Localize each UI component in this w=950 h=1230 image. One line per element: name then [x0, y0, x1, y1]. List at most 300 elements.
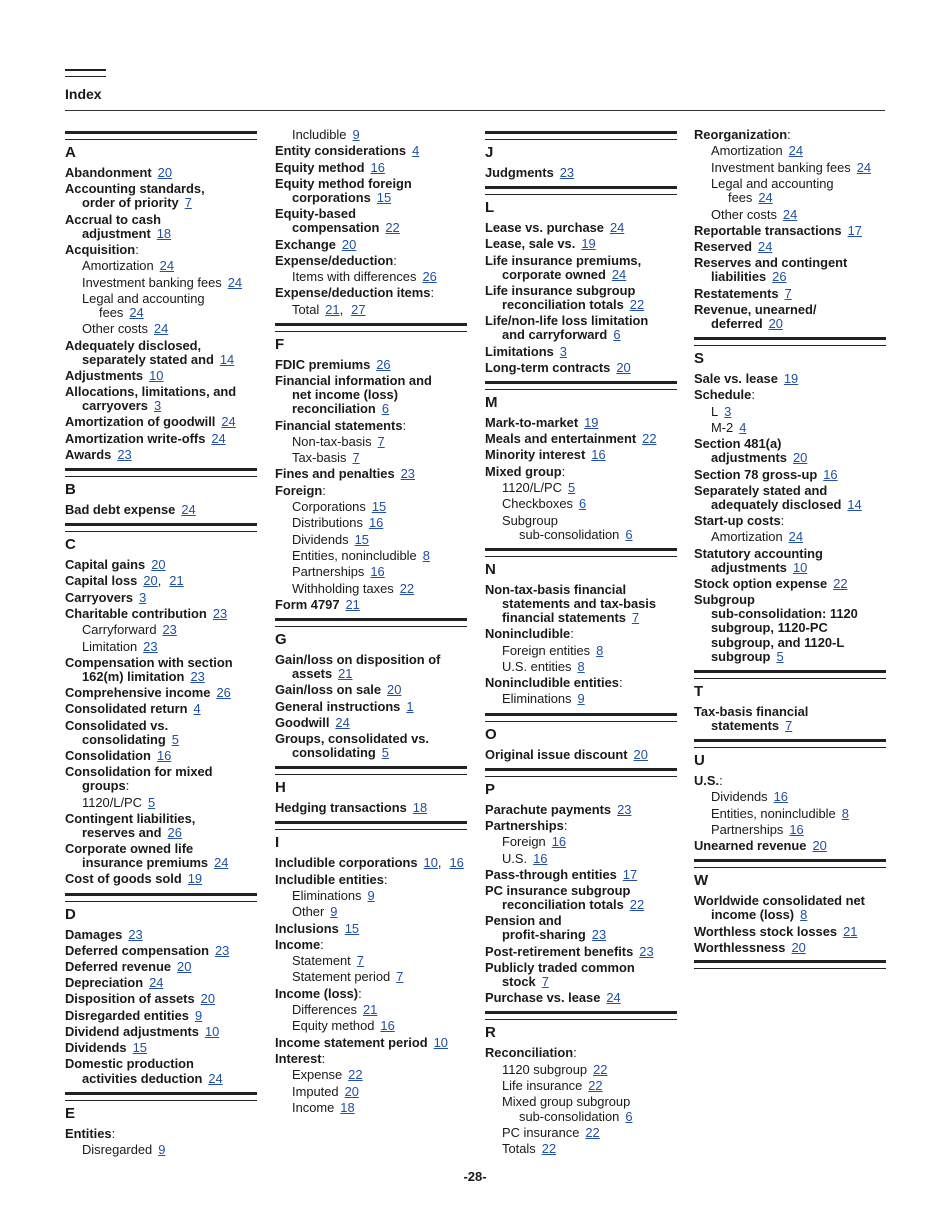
page-link[interactable]: 16: [773, 789, 788, 805]
page-link[interactable]: 17: [847, 222, 862, 238]
page-link[interactable]: 23: [400, 466, 415, 482]
entry-colon: :: [393, 252, 397, 268]
entry-term: Statement period: [292, 969, 391, 985]
index-entry: [65, 385, 257, 413]
page-link[interactable]: 24: [788, 529, 803, 545]
entry-term: Expense/deduction: [275, 252, 394, 268]
index-entry: [485, 627, 677, 641]
page-link[interactable]: 23: [190, 668, 205, 684]
entry-term: Domestic production: [65, 1056, 194, 1072]
page-link[interactable]: 22: [629, 897, 645, 913]
page-link[interactable]: 23: [559, 165, 575, 180]
entry-term: reconciliation totals: [502, 897, 624, 913]
entry-term: reconciliation totals: [502, 296, 624, 312]
page-link[interactable]: 6: [381, 401, 389, 417]
index-entry: [485, 583, 677, 625]
index-subentry: [275, 970, 467, 984]
page-link[interactable]: 16: [533, 850, 548, 866]
index-entry: [694, 941, 886, 955]
page-link[interactable]: 8: [596, 642, 604, 658]
index-section-i: [275, 821, 467, 1115]
page-link[interactable]: 7: [356, 953, 364, 969]
index-section-u: [694, 739, 886, 853]
index-entry: [485, 676, 677, 690]
page-link[interactable]: 16: [449, 855, 464, 871]
entry-term: Pass-through entities: [485, 866, 617, 882]
page-link[interactable]: 5: [567, 479, 576, 495]
entry-term: Statement: [292, 953, 351, 969]
entry-term: FDIC premiums: [275, 356, 371, 372]
page-link[interactable]: 7: [352, 450, 360, 466]
page-link[interactable]: 24: [221, 414, 236, 430]
page-link[interactable]: 24: [758, 239, 773, 255]
index-subentry: [694, 144, 886, 158]
index-entry: [485, 961, 677, 989]
page-link[interactable]: 20: [768, 315, 783, 331]
entry-term: assets: [292, 666, 333, 682]
entry-term: Non-tax-basis financial: [485, 581, 627, 597]
entry-colon: :: [563, 817, 568, 833]
page-link[interactable]: 16: [789, 821, 804, 837]
index-subentry: [275, 582, 467, 596]
page-link[interactable]: 21: [345, 596, 360, 612]
page-link[interactable]: 8: [800, 907, 808, 923]
page-link[interactable]: 24: [606, 990, 621, 1006]
page-link[interactable]: 9: [352, 127, 360, 143]
entry-term: Corporate owned life: [65, 841, 194, 857]
page-link[interactable]: 15: [376, 190, 392, 206]
page-link[interactable]: 22: [385, 220, 400, 236]
page-link[interactable]: 10: [423, 855, 438, 871]
entry-term: adjustments: [711, 559, 787, 575]
index-entry: [275, 987, 467, 1001]
entry-term: Charitable contribution: [65, 605, 207, 621]
index-entry: [275, 238, 467, 252]
page-link[interactable]: 15: [344, 920, 360, 936]
entry-colon: :: [751, 387, 755, 403]
page-link[interactable]: 22: [833, 576, 848, 592]
entry-term: Disregarded entities: [65, 1007, 189, 1023]
index-subentry: [65, 259, 257, 273]
index-entry: [65, 607, 257, 621]
index-section-p: [485, 768, 677, 1006]
page-link[interactable]: 9: [330, 904, 338, 920]
page-link[interactable]: 10: [433, 1034, 448, 1050]
page-link[interactable]: 24: [782, 206, 798, 222]
page-link[interactable]: 16: [368, 515, 384, 531]
entry-term: Investment banking fees: [82, 274, 222, 290]
entry-term: Mixed group: [485, 463, 562, 479]
entry-term: Sale vs. lease: [694, 371, 778, 387]
page-link[interactable]: 14: [219, 351, 235, 367]
entry-term: Start-up costs: [694, 513, 781, 529]
page-link[interactable]: 15: [354, 531, 369, 547]
page-link[interactable]: 23: [212, 605, 228, 621]
entry-term: Amortization: [711, 529, 783, 545]
page-link[interactable]: 16: [551, 834, 567, 850]
page-link[interactable]: 26: [772, 269, 787, 285]
entry-term: Reconciliation: [485, 1045, 574, 1061]
section-rule: [485, 713, 677, 722]
page-link[interactable]: 20: [200, 991, 215, 1007]
index-entry: [65, 872, 257, 886]
page-link[interactable]: 9: [367, 887, 375, 903]
index-subentry: [485, 1079, 677, 1093]
page-link[interactable]: 18: [340, 1099, 355, 1115]
page-link[interactable]: 27: [351, 301, 366, 317]
page-link[interactable]: 23: [117, 446, 132, 462]
index-subentry: [275, 1085, 467, 1099]
entry-term: PC insurance subgroup: [485, 883, 631, 899]
index-subentry: [275, 1068, 467, 1082]
page-link[interactable]: 7: [377, 433, 385, 449]
entry-term: and carryforward: [502, 327, 608, 343]
entry-term: Fines and penalties: [275, 466, 395, 482]
page-link[interactable]: 7: [541, 974, 549, 990]
entry-term: U.S.: [502, 850, 528, 866]
page-link[interactable]: 20: [616, 359, 631, 375]
entry-term: Awards: [65, 446, 112, 462]
page-link[interactable]: 24: [153, 321, 169, 337]
index-entry: [694, 256, 886, 284]
page-link[interactable]: 21: [338, 666, 353, 682]
page-link[interactable]: 5: [381, 745, 389, 761]
index-subentry: [275, 533, 467, 547]
entry-term: separately stated and: [82, 351, 214, 367]
page-link[interactable]: 16: [370, 159, 385, 175]
entry-term: Lease vs. purchase: [485, 220, 604, 236]
entry-term: statements and tax-basis: [502, 595, 657, 611]
page-link[interactable]: 21: [325, 301, 340, 317]
page-link[interactable]: 23: [162, 622, 177, 638]
page-link[interactable]: 24: [181, 502, 196, 518]
page-link[interactable]: 24: [149, 975, 164, 991]
section-letter: L: [485, 199, 495, 217]
page-link[interactable]: 20: [344, 1083, 359, 1099]
entry-term: Gain/loss on sale: [275, 682, 382, 698]
entry-term: financial statements: [502, 609, 626, 625]
index-entry: [275, 254, 467, 268]
entry-term: Life insurance: [502, 1078, 583, 1094]
entry-term: Dividends: [292, 531, 349, 547]
page-link[interactable]: 8: [422, 548, 430, 564]
page-link[interactable]: 20: [812, 838, 827, 854]
page-link[interactable]: 24: [208, 1070, 223, 1086]
section-letter: B: [65, 481, 76, 499]
page-link[interactable]: 17: [622, 866, 638, 882]
entry-term: Gain/loss on disposition of: [275, 652, 441, 668]
page-link[interactable]: 14: [847, 496, 862, 512]
index-entry: [694, 925, 886, 939]
entry-term: Groups, consolidated vs.: [275, 731, 430, 747]
entry-term: Stock option expense: [694, 576, 828, 592]
page-link[interactable]: 24: [211, 430, 226, 446]
page-link[interactable]: 24: [214, 855, 229, 871]
page-link[interactable]: 26: [376, 356, 391, 372]
index-entry: [694, 287, 886, 301]
page-link[interactable]: 20: [157, 165, 172, 180]
index-entry: [275, 1036, 467, 1050]
page-link[interactable]: 10: [792, 559, 808, 575]
page-link[interactable]: 16: [156, 747, 172, 763]
page-link[interactable]: 24: [335, 714, 350, 730]
index-subentry: [65, 276, 257, 290]
page-link[interactable]: 24: [611, 266, 627, 282]
entry-term: Other costs: [711, 206, 777, 222]
index-subentry: [275, 549, 467, 563]
page-link[interactable]: 16: [370, 564, 385, 580]
index-entry: [65, 339, 257, 367]
page-link[interactable]: 6: [613, 327, 621, 343]
entry-term: Includible corporations: [275, 855, 418, 871]
index-entry: [694, 224, 886, 238]
entry-term: Meals and entertainment: [485, 431, 637, 447]
entry-term: 162(m) limitation: [82, 668, 185, 684]
page-link[interactable]: 20: [387, 682, 402, 698]
index-section-o: [485, 713, 677, 762]
index-entry: [65, 944, 257, 958]
page-link[interactable]: 8: [841, 805, 849, 821]
entry-term: profit-sharing: [502, 927, 586, 943]
index-entry: [485, 345, 677, 359]
page-link[interactable]: 23: [143, 638, 158, 654]
index-entry: [275, 598, 467, 612]
page-link[interactable]: 26: [216, 685, 231, 701]
page-link[interactable]: 7: [785, 717, 793, 733]
header-divider: [65, 110, 885, 111]
index-subentry: [485, 852, 677, 866]
entry-term: Nonincludible: [485, 626, 571, 642]
entry-term: U.S. entities: [502, 658, 572, 674]
index-subentry: [485, 514, 677, 542]
entry-term: Other: [292, 904, 325, 920]
page-link[interactable]: 23: [617, 801, 632, 817]
page-link[interactable]: 4: [739, 419, 747, 435]
entry-term: Differences: [292, 1002, 357, 1018]
entry-term: carryovers: [82, 398, 148, 414]
entry-term: U.S.: [694, 772, 720, 788]
page-link[interactable]: 9: [158, 1141, 166, 1157]
page-link[interactable]: 22: [629, 296, 645, 312]
index-entry: [485, 432, 677, 446]
page-link[interactable]: 24: [609, 220, 625, 236]
entry-term: Foreign entities: [502, 642, 591, 658]
page-link[interactable]: 5: [147, 794, 156, 810]
page-link[interactable]: 22: [541, 1141, 557, 1157]
entry-term: Foreign: [502, 834, 546, 850]
index-entry: [694, 577, 886, 591]
index-subentry: [485, 1063, 677, 1077]
page-link[interactable]: 4: [193, 701, 201, 717]
index-subentry: [694, 421, 886, 435]
entry-term: Eliminations: [292, 887, 362, 903]
page-link[interactable]: 21: [362, 1002, 378, 1018]
index-subentry: [275, 954, 467, 968]
index-entry: [275, 922, 467, 936]
page-link[interactable]: 9: [577, 691, 585, 707]
entry-term: Distributions: [292, 515, 363, 531]
index-subentry: [485, 1095, 677, 1123]
section-rule: [275, 618, 467, 627]
index-entry: [694, 774, 886, 788]
entry-term: Inclusions: [275, 920, 339, 936]
page-link[interactable]: 19: [584, 414, 599, 430]
page-link[interactable]: 7: [631, 609, 640, 625]
entry-term: sub-consolidation: [519, 1108, 620, 1124]
entry-term: Mark-to-market: [485, 414, 579, 430]
page-link[interactable]: 23: [214, 942, 230, 958]
entry-term: net income (loss): [292, 387, 399, 403]
page-link[interactable]: 15: [371, 499, 387, 515]
index-entry: [694, 128, 886, 142]
page-link[interactable]: 6: [625, 526, 633, 542]
entry-term: Partnerships: [485, 817, 564, 833]
page-link[interactable]: 20: [633, 746, 648, 762]
page-link[interactable]: 21: [169, 573, 184, 589]
page-link[interactable]: 6: [578, 496, 587, 512]
section-rule: [485, 548, 677, 557]
page-link[interactable]: 19: [581, 236, 596, 252]
page-link[interactable]: 7: [396, 969, 404, 985]
page-link[interactable]: 7: [784, 285, 792, 301]
page-link[interactable]: 10: [149, 367, 164, 383]
page-link[interactable]: 7: [184, 195, 192, 211]
page-link[interactable]: 20: [151, 557, 166, 573]
entry-term: Comprehensive income: [65, 685, 211, 701]
page-link[interactable]: 26: [422, 269, 437, 285]
page-link[interactable]: 24: [159, 258, 174, 274]
index-section-continued: [275, 128, 467, 317]
entry-term: Goodwill: [275, 714, 330, 730]
entry-term: Statutory accounting: [694, 545, 823, 561]
entry-colon: :: [322, 482, 326, 498]
page-link[interactable]: 22: [585, 1124, 600, 1140]
page-link[interactable]: 24: [129, 305, 144, 321]
index-section-n: [485, 548, 677, 707]
entry-term: Reserves and contingent: [694, 255, 848, 271]
entry-term: Entities, nonincludible: [292, 548, 417, 564]
section-rule: [485, 186, 677, 195]
entry-term: reconciliation: [292, 401, 376, 417]
entry-term: Adequately disclosed,: [65, 337, 202, 353]
index-entry: [65, 719, 257, 747]
page-link[interactable]: 5: [171, 731, 179, 747]
page-link[interactable]: 22: [593, 1061, 608, 1077]
page-link[interactable]: 1: [406, 698, 414, 714]
page-link[interactable]: 20: [143, 573, 158, 589]
page-link[interactable]: 20: [792, 450, 808, 466]
page-link[interactable]: 5: [776, 648, 784, 664]
index-entry: [65, 182, 257, 210]
index-subentry: [694, 530, 886, 544]
index-entry: [275, 484, 467, 498]
index-entry: [275, 286, 467, 300]
page-link[interactable]: 23: [591, 927, 607, 943]
entry-term: Other costs: [82, 321, 148, 337]
index-entry: [275, 161, 467, 175]
page-link[interactable]: 8: [577, 658, 585, 674]
page-link[interactable]: 24: [788, 143, 803, 159]
index-subentry: [275, 435, 467, 449]
page-separator: ,: [339, 301, 344, 317]
entry-term: consolidating: [82, 731, 166, 747]
entry-term: Separately stated and: [694, 482, 828, 498]
page-link[interactable]: 20: [341, 236, 357, 252]
section-letter: J: [485, 144, 494, 161]
entry-term: Consolidated return: [65, 701, 188, 717]
section-letter: M: [485, 393, 498, 411]
entry-term: sub-consolidation: [519, 526, 620, 542]
page-link[interactable]: 20: [177, 959, 192, 975]
page-link[interactable]: 26: [167, 824, 182, 840]
section-letter: S: [694, 350, 705, 368]
entry-term: Nonincludible entities: [485, 675, 619, 691]
page-link[interactable]: 22: [348, 1067, 363, 1083]
page-link[interactable]: 3: [139, 589, 147, 605]
entry-term: Includible entities: [275, 871, 384, 887]
index-entry: [485, 884, 677, 912]
index-entry: [275, 873, 467, 887]
section-rule: [65, 893, 257, 902]
page-link[interactable]: 3: [724, 403, 732, 419]
page-link[interactable]: 4: [412, 143, 420, 159]
page-link[interactable]: 3: [559, 343, 567, 359]
index-column-3: [485, 126, 677, 1162]
page-link[interactable]: 18: [412, 800, 428, 816]
entry-term: Amortization of goodwill: [65, 414, 216, 430]
index-subentry: [485, 497, 677, 511]
page-link[interactable]: 22: [588, 1078, 603, 1094]
page-link[interactable]: 24: [758, 190, 773, 206]
page-link[interactable]: 20: [791, 939, 806, 955]
page-link[interactable]: 3: [153, 398, 162, 414]
index-entry: [275, 653, 467, 681]
index-entry: [694, 839, 886, 853]
page-link[interactable]: 6: [625, 1108, 633, 1124]
index-subentry: [275, 516, 467, 530]
entry-term: L: [711, 403, 719, 419]
index-entry: [694, 547, 886, 575]
page-link[interactable]: 10: [204, 1023, 220, 1039]
page-link[interactable]: 19: [783, 371, 799, 387]
page-link[interactable]: 16: [591, 447, 606, 463]
entry-term: Limitation: [82, 638, 138, 654]
page-link[interactable]: 16: [823, 466, 838, 482]
page-link[interactable]: 18: [156, 225, 172, 241]
page-link[interactable]: 16: [380, 1018, 395, 1034]
page-link[interactable]: 22: [399, 580, 415, 596]
index-entry: [485, 465, 677, 479]
page-link[interactable]: 22: [642, 431, 657, 447]
page-link[interactable]: 24: [856, 159, 872, 175]
page-link[interactable]: 19: [187, 871, 203, 887]
index-entry: [485, 361, 677, 375]
entry-term: Life insurance premiums,: [485, 252, 642, 268]
entry-colon: :: [125, 778, 130, 794]
index-entry: [65, 1127, 257, 1141]
entry-colon: :: [780, 513, 785, 529]
entry-term: Worthless stock losses: [694, 923, 838, 939]
index-section-m: [485, 381, 677, 542]
index-entry: [485, 945, 677, 959]
page-link[interactable]: 15: [132, 1040, 147, 1056]
page-link[interactable]: 23: [639, 943, 654, 959]
page-link[interactable]: 23: [128, 926, 143, 942]
page-link[interactable]: 9: [194, 1007, 203, 1023]
page-link[interactable]: 21: [843, 923, 858, 939]
entry-colon: :: [561, 463, 566, 479]
page-link[interactable]: 24: [227, 274, 243, 290]
